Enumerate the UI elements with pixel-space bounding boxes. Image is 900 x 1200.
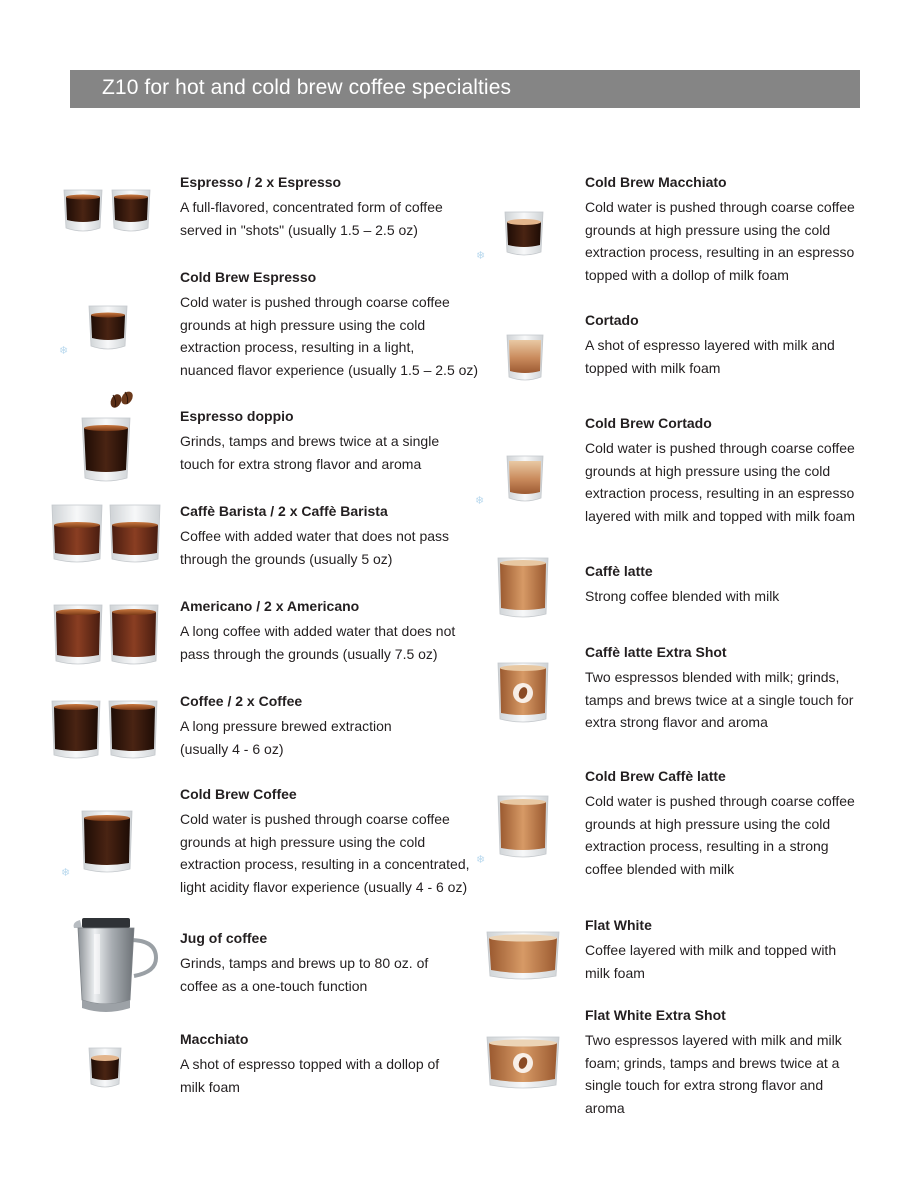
- latte-glass-icon: [496, 794, 550, 860]
- entry-title: Caffè Barista / 2 x Caffè Barista: [180, 503, 388, 519]
- entry-title: Caffè latte Extra Shot: [585, 644, 727, 660]
- latte-glass-icon: [496, 556, 550, 620]
- entry-description: Coffee with added water that does not pass through the grounds (usually 5 oz): [180, 528, 450, 567]
- snowflake-icon: ❄: [476, 250, 486, 262]
- entry-description: Grinds, tamps and brews twice at a single touch for extra strong flavor and aroma: [180, 433, 440, 472]
- entry-description: A long coffee with added water that does not pass through the grounds (usually 7.5 oz): [180, 623, 456, 662]
- entry-title: Cold Brew Caffè latte: [585, 768, 726, 784]
- two-espresso-glasses-icon: [62, 188, 154, 234]
- entry-title: Caffè latte: [585, 563, 653, 579]
- macchiato-glass-icon: [503, 210, 545, 258]
- entry-description: Cold water is pushed through coarse coffee grounds at high pressure using the cold extraction process, resulting in a strong coffee blended with milk: [585, 793, 855, 877]
- entry-description: Cold water is pushed through coarse coffee grounds at high pressure using the cold extraction process, resulting in an espresso topped with a dollop of milk foam: [585, 199, 855, 283]
- entry-title: Macchiato: [180, 1031, 249, 1047]
- entry-title: Cortado: [585, 312, 639, 328]
- snowflake-icon: ❄: [59, 345, 69, 357]
- entry-description: Cold water is pushed through coarse coffee grounds at high pressure using the cold extraction process, resulting in a light, nuanced flavor experience (usually 1.5 – 2.5 oz): [180, 294, 479, 378]
- entry-title: Flat White: [585, 917, 652, 933]
- flat-white-glass-icon: [485, 930, 561, 982]
- macchiato-glass-icon: [87, 1046, 123, 1090]
- entry-title: Cold Brew Espresso: [180, 269, 317, 285]
- entry-description: A shot of espresso layered with milk and topped with milk foam: [585, 337, 835, 376]
- two-barista-glasses-icon: [50, 503, 164, 565]
- entry-title: Cold Brew Cortado: [585, 415, 712, 431]
- entry-title: Flat White Extra Shot: [585, 1007, 726, 1023]
- espresso-glass-icon: [87, 304, 129, 352]
- cortado-glass-icon: [505, 333, 545, 383]
- entry-description: A long pressure brewed extraction (usually 4 - 6 oz): [180, 718, 392, 757]
- entry-title: Coffee / 2 x Coffee: [180, 693, 303, 709]
- entry-description: Cold water is pushed through coarse coffee grounds at high pressure using the cold extraction process, resulting in a concentrated, light acidity flavor experience (usually 4 - 6 oz): [180, 811, 470, 895]
- page-title: Z10 for hot and cold brew coffee specialties: [102, 76, 512, 99]
- entry-title: Cold Brew Coffee: [180, 786, 297, 802]
- header-banner: [70, 70, 860, 108]
- entry-title: Espresso doppio: [180, 408, 294, 424]
- coffee-glass-icon: [80, 809, 134, 875]
- entry-description: Strong coffee blended with milk: [585, 588, 780, 604]
- snowflake-icon: ❄: [476, 854, 486, 866]
- latte-bean-glass-icon: [496, 661, 550, 725]
- entry-description: Coffee layered with milk and topped with milk foam: [585, 942, 837, 981]
- two-coffee-glasses-icon: [50, 699, 162, 761]
- entry-title: Espresso / 2 x Espresso: [180, 174, 342, 190]
- doppio-glass-with-beans-icon: [80, 390, 136, 482]
- entry-title: Americano / 2 x Americano: [180, 598, 360, 614]
- coffee-jug-icon: [68, 914, 160, 1016]
- flat-white-bean-glass-icon: [485, 1035, 561, 1091]
- entry-description: A shot of espresso topped with a dollop of milk foam: [180, 1056, 440, 1095]
- snowflake-icon: ❄: [475, 495, 485, 507]
- entry-description: Grinds, tamps and brews up to 80 oz. of coffee as a one-touch function: [180, 955, 429, 994]
- entry-description: Cold water is pushed through coarse coffee grounds at high pressure using the cold extraction process, resulting in an espresso layered with milk and topped with milk foam: [585, 440, 856, 524]
- entry-title: Cold Brew Macchiato: [585, 174, 727, 190]
- two-americano-glasses-icon: [52, 603, 162, 667]
- snowflake-icon: ❄: [61, 867, 71, 879]
- cortado-glass-icon: [505, 454, 545, 504]
- entry-description: Two espressos layered with milk and milk foam; grinds, tamps and brews twice at a single touch for extra strong flavor and aroma: [585, 1032, 842, 1116]
- entry-description: A full-flavored, concentrated form of coffee served in "shots" (usually 1.5 – 2.5 oz): [180, 199, 443, 238]
- entry-description: Two espressos blended with milk; grinds, tamps and brews twice at a single touch for extra strong flavor and aroma: [585, 669, 854, 730]
- entry-title: Jug of coffee: [180, 930, 268, 946]
